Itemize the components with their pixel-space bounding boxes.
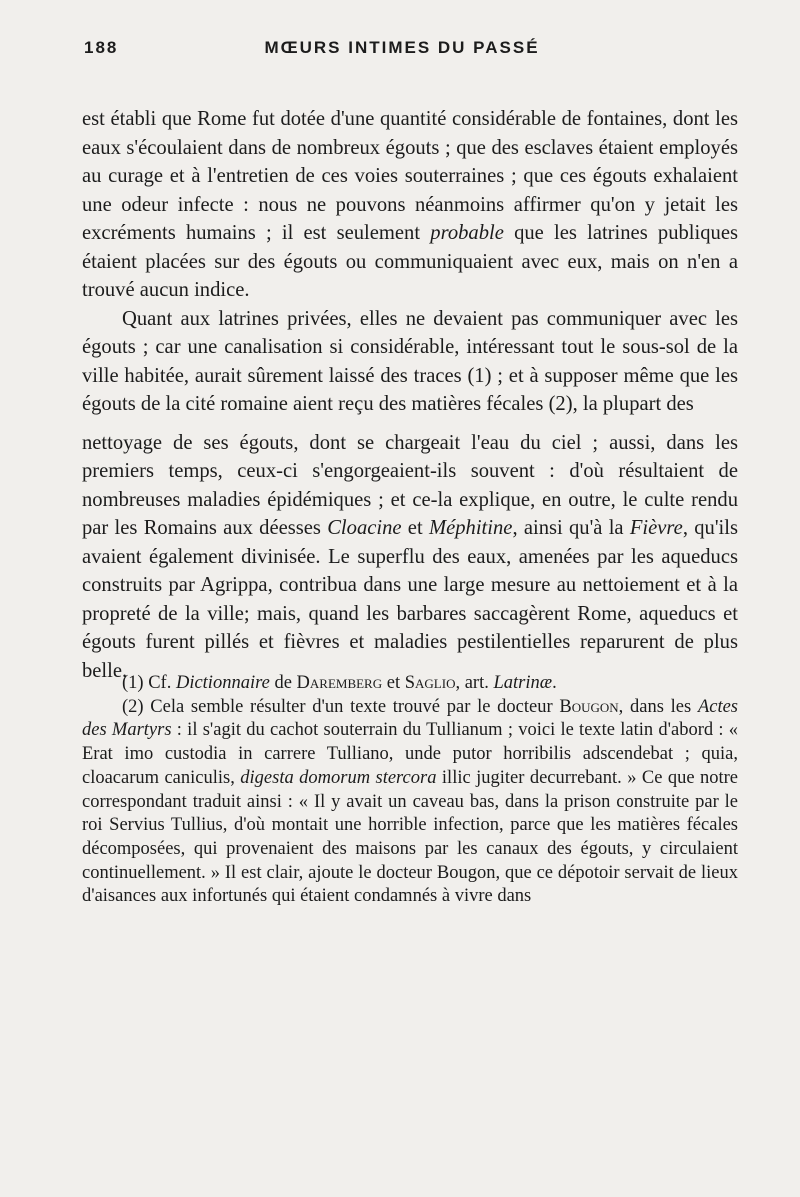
running-header xyxy=(84,38,720,62)
footnote-1: (1) Cf. Dictionnaire de Daremberg et Saglio, art. Latrinæ. xyxy=(122,673,557,693)
footnotes xyxy=(82,672,738,909)
footnote-2: (2) Cela semble résulter d'un texte trouvé par le docteur Bougon, dans les Actes des Martyrs : il s'agit du cachot souterrain du Tullianum ; voici le texte latin d'abord : « Erat imo custodia in carrere Tulliano, unde putor horribilis adscendebat ; quia, cloacarum caniculis, digesta domorum stercora illic jugiter decurrebant. » Ce que notre correspondant traduit ainsi : « Il y avait un caveau bas, dans la prison construite par le roi Servius Tullius, d'où montait une horrible infection, parce que les matières fécales décomposées, qui provenaient des maisons par les canaux des égouts, y circulaient continuellement. » Il est clair, ajoute le docteur Bougon, que ce dépotoir servait de lieux d'aisances aux infortunés qui étaient condamnés à vivre dans xyxy=(82,696,738,907)
main-text xyxy=(82,105,738,685)
paragraph-1: est établi que Rome fut dotée d'une quantité considérable de fontaines, dont les eaux s'écoulaient dans de nombreux égouts ; que des esclaves étaient employés au curage et à l'entretien de ces voies souterraines ; que ces égouts exhalaient une odeur infecte : nous ne pouvons néanmoins affirmer qu'on y jetait les excréments humains ; il est seulement probable que les latrines publiques étaient placées sur des égouts ou communiquaient avec eux, mais on n'en a trouvé aucun indice. xyxy=(82,108,738,301)
running-title: MŒURS INTIMES DU PASSÉ xyxy=(264,38,540,57)
paragraph-3: nettoyage de ses égouts, dont se chargeait l'eau du ciel ; aussi, dans les premiers temps, ceux-ci s'engorgeaient-ils souvent : d'où résultaient de nombreuses maladies épidémiques ; et ce-la explique, en outre, le culte rendu par les Romains aux déesses Cloacine et Méphitine, ainsi qu'à la Fièvre, qu'ils avaient également divinisée. Le superflu des eaux, amenées par les aqueducs construits par Agrippa, contribua dans une large mesure au nettoiement et à la propreté de la ville; mais, quand les barbares saccagèrent Rome, aqueducs et égouts furent pillés et fièvres et maladies pestilentielles reparurent de plus belle. xyxy=(82,431,738,682)
page-number: 188 xyxy=(84,38,119,57)
paragraph-2: Quant aux latrines privées, elles ne devaient pas communiquer avec les égouts ; car une canalisation si considérable, intéressant tout le sous-sol de la ville habitée, aurait sûrement laissé des traces (1) ; et à supposer même que les égouts de la cité romaine aient reçu des matières fécales (2), la plupart des xyxy=(82,307,738,415)
